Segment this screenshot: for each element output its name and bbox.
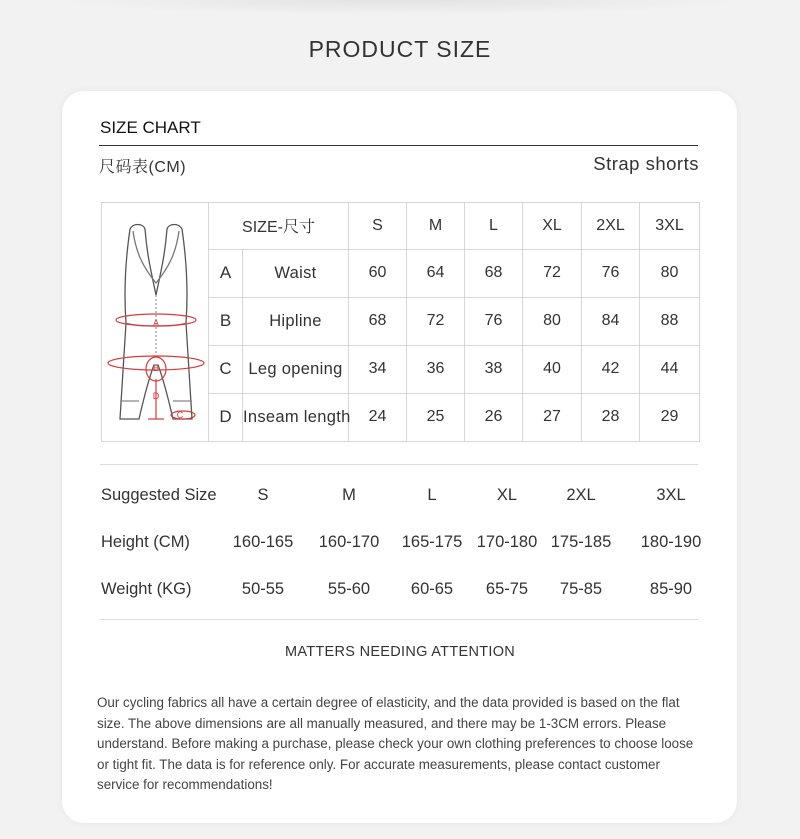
measure-value: 38 (465, 345, 523, 393)
height-value: 170-180 (476, 533, 538, 551)
top-shadow (70, 0, 730, 14)
suggested-size-label: Suggested Size (101, 486, 217, 504)
size-table (101, 202, 700, 442)
measure-value: 36 (407, 345, 465, 393)
measure-value: 42 (582, 345, 640, 393)
measure-code: C (209, 345, 243, 393)
size-header-label: SIZE-尺寸 (209, 203, 349, 250)
weight-value: 50-55 (241, 580, 285, 598)
measure-code: D (209, 393, 243, 441)
weight-value: 65-75 (485, 580, 529, 598)
suggested-size: 2XL (566, 486, 596, 504)
measure-value: 68 (349, 297, 407, 345)
measure-value: 72 (407, 297, 465, 345)
suggested-size: M (342, 486, 356, 504)
measure-value: 44 (640, 345, 700, 393)
suggested-size: 3XL (656, 486, 686, 504)
weight-label: Weight (KG) (101, 580, 192, 598)
measure-name: Waist (243, 249, 349, 297)
unit-label: 尺码表(CM) (99, 159, 187, 176)
measure-value: 40 (523, 345, 582, 393)
size-col-m: M (407, 203, 465, 250)
marker-b: B (152, 363, 159, 373)
measure-value: 26 (465, 393, 523, 441)
measure-value: 25 (407, 393, 465, 441)
measure-value: 34 (349, 345, 407, 393)
suggested-size: L (427, 486, 437, 504)
height-value: 160-170 (318, 533, 380, 551)
size-chart-title: SIZE CHART (100, 118, 201, 137)
size-header-row (102, 203, 700, 250)
measure-value: 84 (582, 297, 640, 345)
measure-value: 60 (349, 249, 407, 297)
measure-value: 24 (349, 393, 407, 441)
measure-value: 80 (523, 297, 582, 345)
size-col-xl: XL (523, 203, 582, 250)
suggested-size: S (257, 486, 269, 504)
page-title: PRODUCT SIZE (308, 36, 492, 62)
height-value: 165-175 (401, 533, 463, 551)
marker-c: C (176, 410, 183, 420)
marker-d: D (152, 391, 159, 401)
measure-value: 27 (523, 393, 582, 441)
marker-a: A (152, 318, 159, 328)
height-value: 175-185 (550, 533, 612, 551)
measure-name: Inseam length (243, 393, 349, 441)
measure-value: 29 (640, 393, 700, 441)
measure-name: Leg opening (243, 345, 349, 393)
height-value: 160-165 (232, 533, 294, 551)
attention-text: Our cycling fabrics all have a certain degree of elasticity, and the data provided is based on the flat size. The above dimensions are all manually measured, and there may be 1-3CM errors. Please understand. Before making a purchase, please check your own clothing preferences to choose loose or tight fit. The data is for reference only. For accurate measurements, please contact customer service for recommendations! (97, 695, 694, 792)
measure-value: 28 (582, 393, 640, 441)
weight-value: 75-85 (559, 580, 603, 598)
size-col-l: L (465, 203, 523, 250)
height-row (0, 533, 800, 557)
measure-value: 72 (523, 249, 582, 297)
weight-value: 55-60 (327, 580, 371, 598)
size-col-2xl: 2XL (582, 203, 640, 250)
attention-title: MATTERS NEEDING ATTENTION (284, 644, 516, 660)
weight-value: 60-65 (410, 580, 454, 598)
measure-value: 80 (640, 249, 700, 297)
size-col-s: S (349, 203, 407, 250)
measure-code: A (209, 249, 243, 297)
measure-name: Hipline (243, 297, 349, 345)
weight-row (0, 580, 800, 604)
size-col-3xl: 3XL (640, 203, 700, 250)
measure-code: B (209, 297, 243, 345)
title-divider (99, 145, 698, 146)
weight-value: 85-90 (649, 580, 693, 598)
measure-value: 88 (640, 297, 700, 345)
bib-shorts-diagram-icon (103, 203, 208, 436)
diagram-cell (102, 203, 209, 442)
section-divider (100, 464, 698, 465)
height-value: 180-190 (640, 533, 702, 551)
measure-value: 76 (582, 249, 640, 297)
measure-value: 76 (465, 297, 523, 345)
suggested-size: XL (496, 486, 518, 504)
measure-value: 68 (465, 249, 523, 297)
section-divider (100, 619, 698, 620)
height-label: Height (CM) (101, 533, 190, 551)
suggested-size-row (0, 486, 800, 510)
measure-value: 64 (407, 249, 465, 297)
product-type-label: Strap shorts (593, 153, 699, 174)
